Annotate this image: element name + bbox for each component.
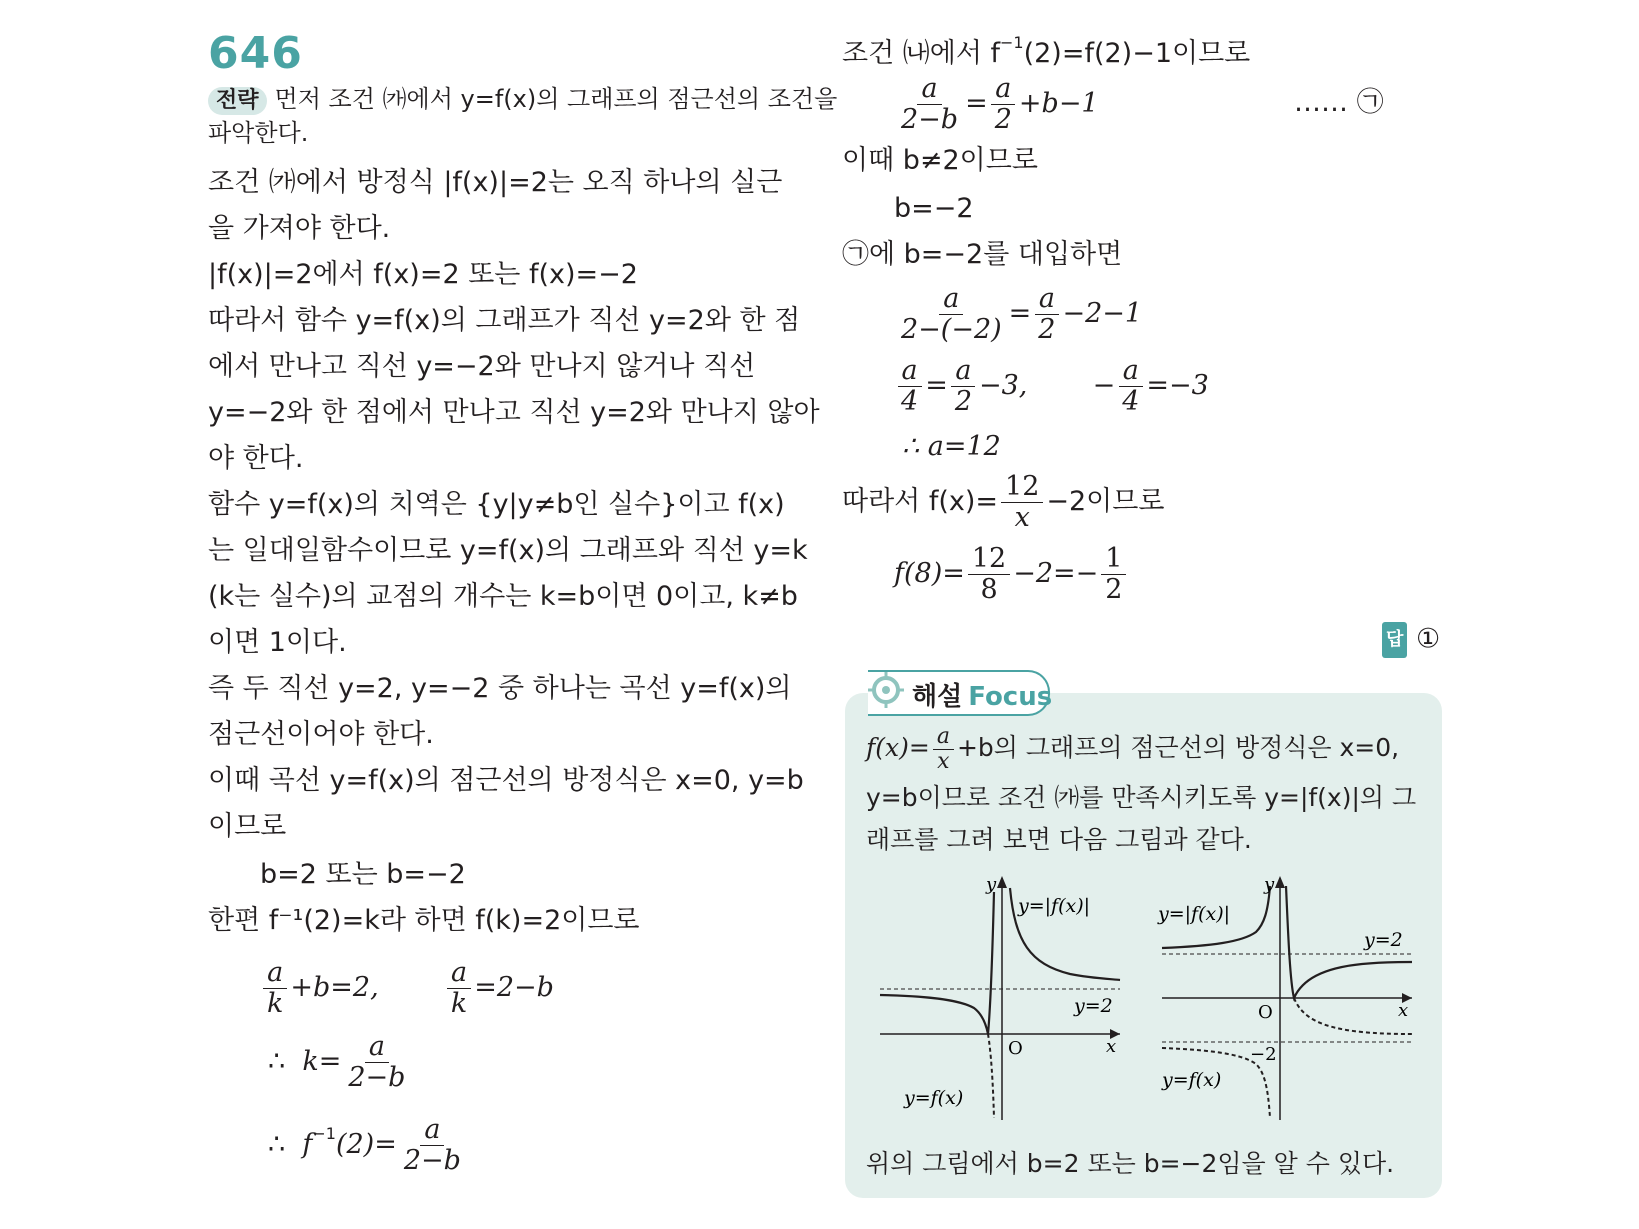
- equation-line: ∴ $f^{-1}(2)=$ $\frac{a}{2-b}$: [268, 1114, 461, 1176]
- body-line: ∴ a=12: [902, 431, 1001, 462]
- asymptote-label: y=2: [1074, 995, 1113, 1017]
- origin-label: O: [1008, 1038, 1023, 1059]
- body-line: 이때 b≠2이므로: [842, 145, 1038, 176]
- body-line: 점근선이어야 한다.: [208, 719, 434, 750]
- y-axis-label: y: [986, 874, 997, 895]
- body-line: 을 가져야 한다.: [208, 213, 391, 244]
- body-line: 따라서 함수 y=f(x)의 그래프가 직선 y=2와 한 점: [208, 305, 801, 336]
- body-line: y=−2와 한 점에서 만나고 직선 y=2와 만나지 않아: [208, 397, 820, 428]
- body-line: 야 한다.: [208, 443, 304, 474]
- body-line: b=−2: [894, 193, 974, 224]
- answer-value: ①: [1415, 623, 1441, 655]
- graph-left: [870, 872, 1130, 1124]
- body-line: 한편 f⁻¹(2)=k라 하면 f(k)=2이므로: [208, 905, 640, 936]
- body-line: |f(x)|=2에서 f(x)=2 또는 f(x)=−2: [208, 259, 638, 290]
- f-label: y=f(x): [904, 1087, 964, 1109]
- f-curve: [988, 1034, 994, 1118]
- body-line: 조건 ㈎에서 방정식 |f(x)|=2는 오직 하나의 실근: [208, 167, 783, 198]
- strategy-text-cont: 파악한다.: [208, 119, 309, 147]
- equation-line: $\frac{a}{4}$ = $\frac{a}{2}$ −3, − $\frac{a}{4}$ =−3: [894, 354, 1209, 418]
- strategy-line: [208, 82, 837, 116]
- body-line: (k는 실수)의 교점의 개수는 k=b이면 0이고, k≠b: [208, 581, 798, 612]
- focus-line: 래프를 그려 보면 다음 그림과 같다.: [866, 825, 1252, 854]
- f-curve: [1294, 998, 1412, 1034]
- x-axis-label: x: [1398, 1000, 1409, 1021]
- y-axis-label: y: [1264, 874, 1275, 895]
- equation-line: $\frac{a}{2-(-2)}$ = $\frac{a}{2}$ −2−1: [901, 283, 1143, 345]
- equation-line: $\frac{a}{2-b}$ = $\frac{a}{2}$ +b−1: [901, 73, 1099, 135]
- origin-label: O: [1258, 1002, 1273, 1023]
- graph-right: [1152, 872, 1422, 1124]
- equation-line: 따라서 f(x)= $\frac{12}{x}$ −2이므로: [842, 471, 1165, 533]
- body-line: 함수 y=f(x)의 치역은 {y|y≠b인 실수}이고 f(x): [208, 489, 785, 520]
- body-line: 이때 곡선 y=f(x)의 점근선의 방정식은 x=0, y=b: [208, 765, 804, 796]
- body-line: 이므로: [208, 811, 287, 842]
- strategy-text: 먼저 조건 ㈎에서 y=f(x)의 그래프의 점근선의 조건을: [274, 85, 838, 113]
- f-label: y=f(x): [1162, 1069, 1222, 1091]
- abs-label: y=|f(x)|: [1018, 895, 1091, 917]
- answer-tag: 답: [1382, 622, 1407, 658]
- body-line: 이면 1이다.: [208, 627, 347, 658]
- focus-line: y=b이므로 조건 ㈎를 만족시키도록 y=|f(x)|의 그: [866, 783, 1417, 812]
- problem-number: 646: [208, 28, 303, 79]
- body-line: 조건 ㈏에서 $f^{-1}(2)=f(2)-1$이므로: [842, 33, 1251, 69]
- equation-line: f(8)= $\frac{12}{8}$ −2=− $\frac{1}{2}$: [894, 542, 1129, 606]
- body-line: 는 일대일함수이므로 y=f(x)의 그래프와 직선 y=k: [208, 535, 808, 566]
- body-line: b=2 또는 b=−2: [260, 859, 466, 890]
- equation-line: ∴ k= $\frac{a}{2-b}$: [268, 1031, 406, 1093]
- answer: [1382, 622, 1440, 658]
- focus-title: 해설 Focus: [912, 682, 1053, 712]
- equation-tag: …… ㉠: [1294, 87, 1384, 118]
- body-line: ㉠에 b=−2를 대입하면: [842, 239, 1123, 270]
- equation-line: $\frac{a}{k}$ +b=2, $\frac{a}{k}$ =2−b: [260, 956, 554, 1020]
- abs-label: y=|f(x)|: [1158, 903, 1231, 925]
- body-line: 즉 두 직선 y=2, y=−2 중 하나는 곡선 y=f(x)의: [208, 673, 792, 704]
- x-axis-label: x: [1106, 1036, 1117, 1057]
- y-axis-arrow: [1275, 876, 1285, 888]
- strategy-badge: 전략: [208, 87, 267, 115]
- body-line: 에서 만나고 직선 y=−2와 만나지 않거나 직선: [208, 351, 756, 382]
- y-axis-arrow: [997, 876, 1007, 888]
- focus-line: f(x)= $\frac{a}{x}$ +b의 그래프의 점근선의 방정식은 x=0,: [866, 723, 1400, 774]
- abs-curve: [880, 995, 988, 1034]
- asymptote-label: y=2: [1364, 929, 1403, 951]
- neg-label: −2: [1250, 1044, 1277, 1065]
- abs-curve: [988, 892, 994, 1034]
- target-icon: [866, 670, 906, 710]
- focus-conclusion: 위의 그림에서 b=2 또는 b=−2임을 알 수 있다.: [866, 1149, 1395, 1178]
